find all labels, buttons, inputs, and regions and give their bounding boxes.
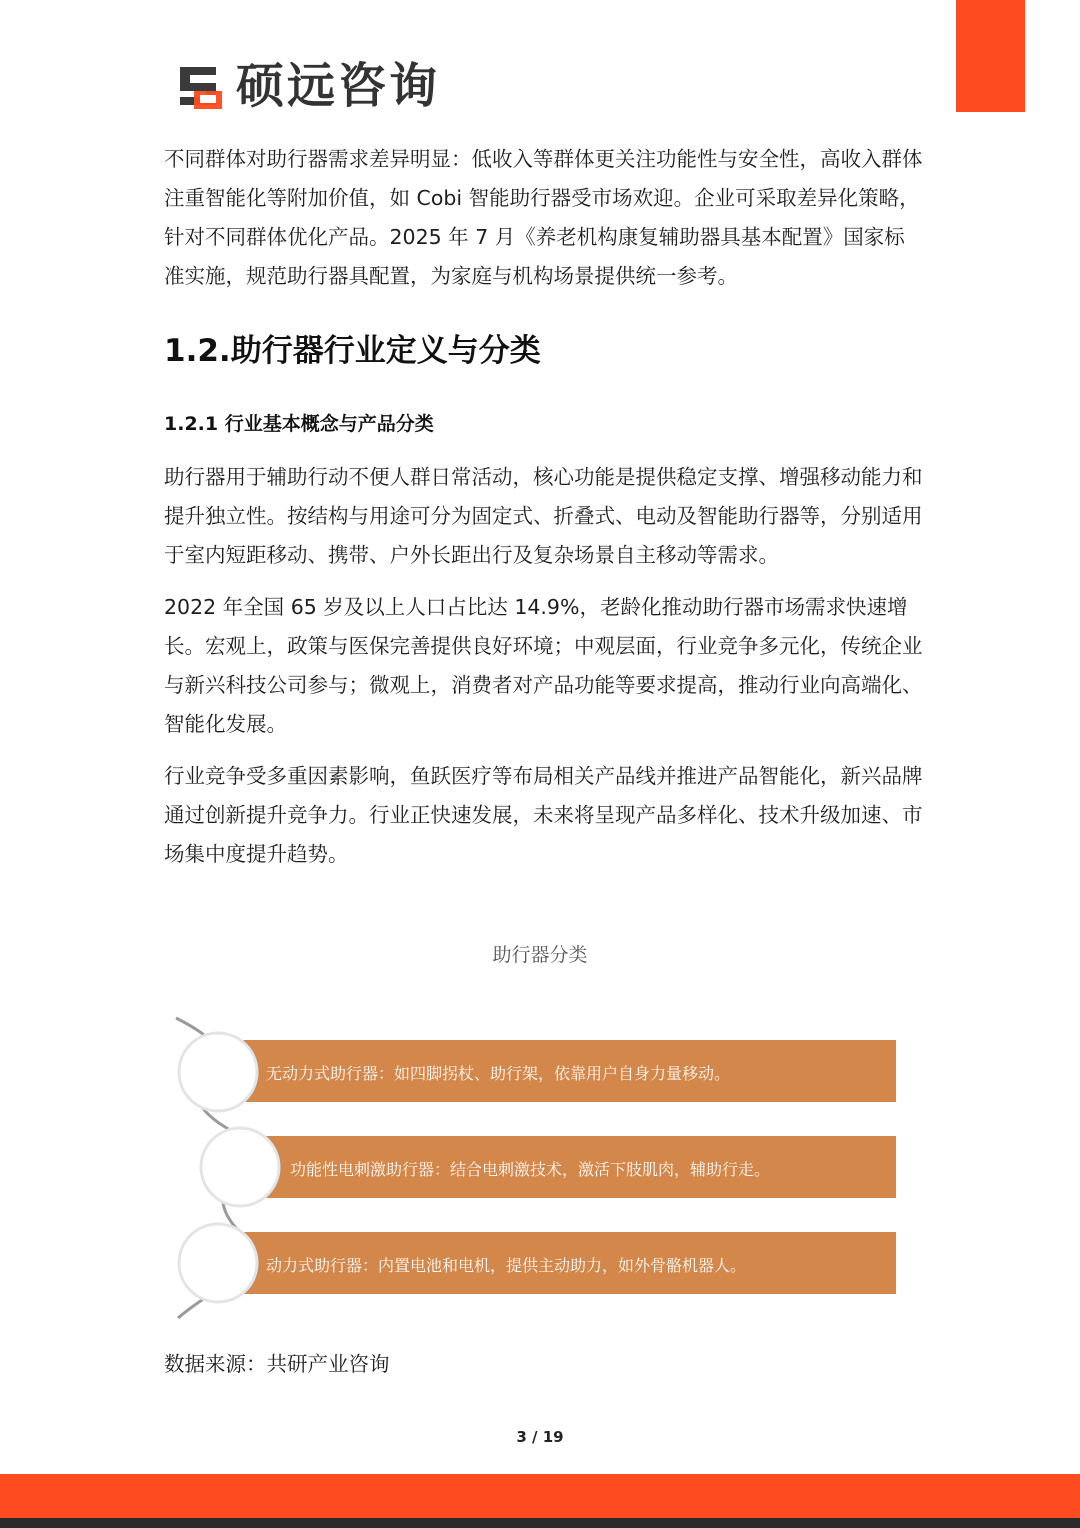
intro-paragraph: 不同群体对助行器需求差异明显：低收入等群体更关注功能性与安全性，高收入群体注重智能化等附加价值，如 Cobi 智能助行器受市场欢迎。企业可采取差异化策略，针对不同群体优化产品。2025 年 7 月《养老机构康复辅助器具基本配置》国家标准实施，规范助行器具配置，为家庭与机构场景提供统一参考。 <box>164 147 923 288</box>
category-circle-1 <box>179 1033 257 1111</box>
category-label-2: 功能性电刺激助行器：结合电刺激技术，激活下肢肌肉，辅助行走。 <box>290 1160 771 1179</box>
category-label-3: 动力式助行器：内置电池和电机，提供主动助力，如外骨骼机器人。 <box>266 1256 747 1275</box>
classification-figure <box>168 1010 904 1325</box>
brand-name: 硕远咨询 <box>236 58 441 114</box>
figure-title: 助行器分类 <box>492 944 588 966</box>
corner-accent-tab <box>956 0 1025 112</box>
logo-icon <box>176 61 226 111</box>
footer-accent-bar <box>0 1474 1080 1518</box>
category-circle-3 <box>179 1224 257 1302</box>
data-source-note: 数据来源：共研产业咨询 <box>164 1352 390 1376</box>
page-number: 3 / 19 <box>516 1428 564 1446</box>
body-paragraph-1: 助行器用于辅助行动不便人群日常活动，核心功能是提供稳定支撑、增强移动能力和提升独立性。按结构与用途可分为固定式、折叠式、电动及智能助行器等，分别适用于室内短距移动、携带、户外长距出行及复杂场景自主移动等需求。 <box>164 465 923 567</box>
body-paragraph-2: 2022 年全国 65 岁及以上人口占比达 14.9%，老龄化推动助行器市场需求快速增长。宏观上，政策与医保完善提供良好环境；中观层面，行业竞争多元化，传统企业与新兴科技公司参与；微观上，消费者对产品功能等要求提高，推动行业向高端化、智能化发展。 <box>164 595 923 736</box>
body-paragraph-3: 行业竞争受多重因素影响，鱼跃医疗等布局相关产品线并推进产品智能化，新兴品牌通过创新提升竞争力。行业正快速发展，未来将呈现产品多样化、技术升级加速、市场集中度提升趋势。 <box>164 764 923 866</box>
category-circle-2 <box>201 1128 279 1206</box>
category-label-1: 无动力式助行器：如四脚拐杖、助行架，依靠用户自身力量移动。 <box>266 1064 731 1083</box>
brand-logo <box>176 58 440 114</box>
footer-dark-strip <box>0 1518 1080 1528</box>
subsection-heading: 1.2.1 行业基本概念与产品分类 <box>164 413 434 435</box>
section-heading: 1.2.助行器行业定义与分类 <box>164 333 541 369</box>
